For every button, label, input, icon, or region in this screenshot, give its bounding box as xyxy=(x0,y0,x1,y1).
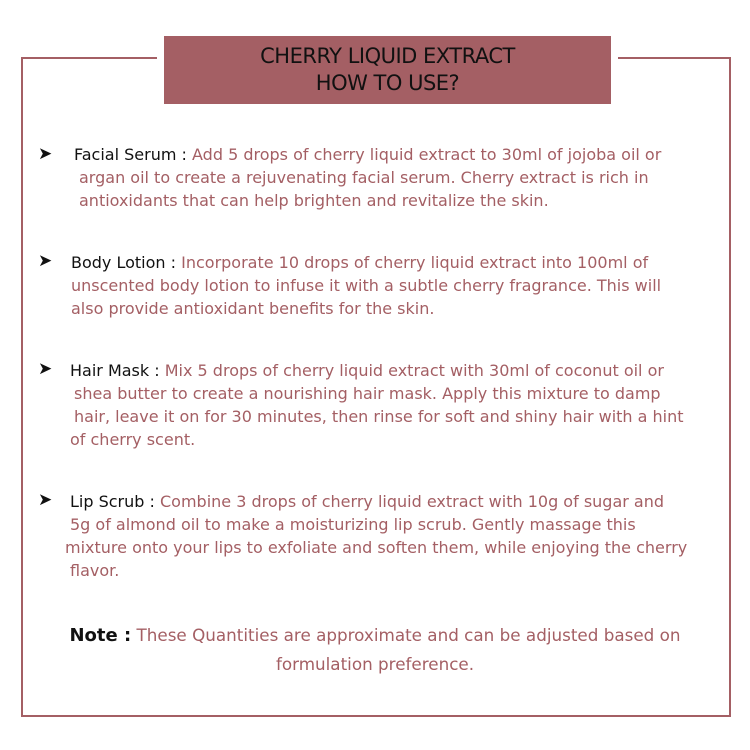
title-line-1: CHERRY LIQUID EXTRACT xyxy=(260,44,515,68)
usage-item-text: Incorporate 10 drops of cherry liquid extract into 100ml of xyxy=(181,253,649,272)
usage-item-text: of cherry scent. xyxy=(70,430,196,449)
usage-item-text: unscented body lotion to infuse it with a subtle cherry fragrance. This will xyxy=(71,276,662,295)
usage-item-label: Hair Mask : xyxy=(70,361,160,380)
usage-item-text: mixture onto your lips to exfoliate and soften them, while enjoying the cherry xyxy=(65,538,688,557)
usage-item-label: Facial Serum : xyxy=(74,145,187,164)
bullet-arrow-icon: ➤ xyxy=(38,251,53,271)
usage-item-text: also provide antioxidant benefits for the skin. xyxy=(71,299,435,318)
usage-item-text: Add 5 drops of cherry liquid extract to 30ml of jojoba oil or xyxy=(192,145,662,164)
usage-item-line xyxy=(70,359,684,382)
usage-item-hair-mask xyxy=(70,359,684,451)
bullet-arrow-icon: ➤ xyxy=(38,359,53,379)
usage-item-text: Mix 5 drops of cherry liquid extract with 30ml of coconut oil or xyxy=(164,361,664,380)
note-text: These Quantities are approximate and can be adjusted based on xyxy=(136,625,681,645)
note-line-1 xyxy=(0,621,750,650)
usage-item-text: flavor. xyxy=(70,561,120,580)
usage-item-body-lotion xyxy=(71,251,661,320)
usage-item-text: argan oil to create a rejuvenating facial serum. Cherry extract is rich in xyxy=(79,168,649,187)
usage-item-lip-scrub xyxy=(65,490,688,582)
note-block xyxy=(0,621,750,678)
note-label: Note : xyxy=(69,625,132,646)
bullet-arrow-icon: ➤ xyxy=(38,144,53,164)
title-banner xyxy=(157,29,618,111)
usage-item-line xyxy=(74,143,661,166)
usage-item-text: Combine 3 drops of cherry liquid extract with 10g of sugar and xyxy=(160,492,665,511)
usage-item-line xyxy=(70,490,687,513)
usage-item-label: Body Lotion : xyxy=(71,253,177,272)
usage-item-text: antioxidants that can help brighten and revitalize the skin. xyxy=(79,191,549,210)
usage-item-text: shea butter to create a nourishing hair mask. Apply this mixture to damp xyxy=(74,384,661,403)
note-line-2: formulation preference. xyxy=(275,654,475,674)
title-line-2: HOW TO USE? xyxy=(315,71,460,95)
usage-item-text: 5g of almond oil to make a moisturizing lip scrub. Gently massage this xyxy=(70,515,636,534)
usage-item-line xyxy=(71,251,661,274)
usage-item-facial-serum xyxy=(74,143,661,212)
bullet-arrow-icon: ➤ xyxy=(38,490,53,510)
usage-item-text: hair, leave it on for 30 minutes, then rinse for soft and shiny hair with a hint xyxy=(74,407,684,426)
usage-item-label: Lip Scrub : xyxy=(70,492,155,511)
